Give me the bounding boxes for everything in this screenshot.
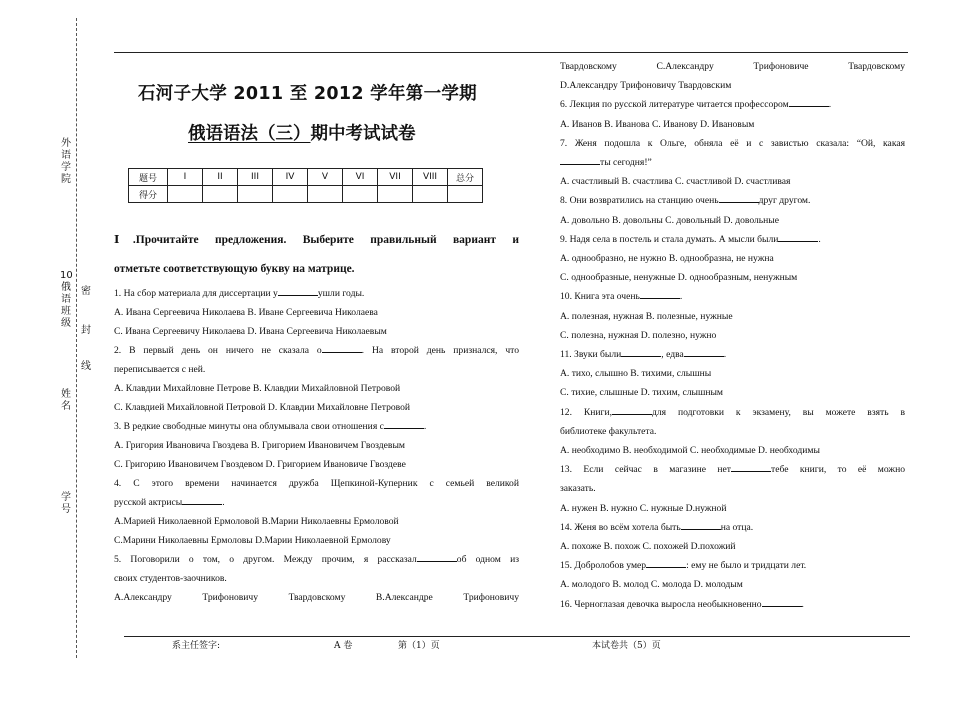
question-text: A. необходимо B. необходимой C. необходимые D. необходимы	[560, 445, 820, 457]
question-text: библиотеке факультета.	[560, 425, 657, 437]
question-line	[114, 398, 519, 417]
question-text: A. однообразно, не нужно B. однообразна, не нужна	[560, 253, 774, 265]
margin-seal-3: 线	[81, 361, 91, 372]
question-text: . На второй день признался, что	[361, 345, 519, 356]
question-text: .	[818, 233, 821, 245]
question-line	[560, 115, 905, 134]
question-line	[114, 455, 519, 474]
section-heading-line1: Ⅰ.Прочитайте предложения. Выберите правильный вариант и	[114, 234, 519, 246]
left-question-lines	[114, 284, 519, 607]
question-line	[560, 76, 905, 95]
exam-type: 期中考试试卷	[310, 124, 416, 144]
question-text: .	[723, 349, 727, 361]
question-text: C. Ивана Сергеевичу Николаева D. Ивана Сергеевича Николаевым	[114, 326, 387, 337]
exam-title-line2	[188, 120, 416, 145]
question-line	[114, 341, 519, 360]
question-text: 16. Черноглазая девочка выросла необыкновенно	[560, 598, 762, 610]
question-text: D.Александру Трифоновичу Твардовским	[560, 80, 732, 92]
question-line	[560, 422, 905, 441]
question-line	[560, 307, 905, 326]
question-text: C. полезна, нужная D. полезно, нужно	[560, 329, 717, 341]
question-line	[560, 383, 905, 402]
footer-total-pages: 本试卷共（5）页	[592, 641, 661, 651]
question-line	[114, 322, 519, 341]
question-text: 2. В первый день он ничего не сказала о	[114, 345, 322, 356]
question-text: 12. Книги,	[560, 406, 613, 418]
answer-blank[interactable]	[778, 232, 818, 242]
question-text: Твардовскому C.Александру Трифоновиче Твардовскому	[560, 61, 905, 72]
score-table-col: I	[168, 169, 203, 186]
question-text: 7. Женя подошла к Ольге, обняла её и с завистью сказала: “Ой, какая	[560, 137, 905, 149]
question-text: A.Александру Трифоновичу Твардовскому B.Александре Трифоновичу	[114, 592, 519, 603]
answer-blank[interactable]	[612, 405, 652, 415]
question-text: 4. С этого времени начинается дружба Щепкиной-Куперник с семьей великой	[114, 478, 519, 489]
right-question-lines	[560, 57, 905, 614]
question-line	[560, 287, 905, 306]
score-table-header-row	[129, 169, 483, 186]
question-text: 10. Книга эта очень	[560, 291, 640, 303]
margin-student-id: 学号	[61, 492, 71, 515]
question-text: .	[222, 497, 225, 508]
question-line	[560, 441, 905, 460]
score-cell[interactable]	[168, 186, 203, 203]
question-text: A. Иванов B. Иванова C. Иванову D. Ивановым	[560, 118, 755, 130]
answer-blank[interactable]	[681, 520, 721, 530]
question-text: , едва	[661, 349, 684, 361]
question-text: заказать.	[560, 483, 596, 495]
question-line	[560, 403, 905, 422]
course-name: 俄语语法（三）	[188, 124, 311, 144]
margin-seal-2: 封	[81, 325, 91, 336]
question-text: .	[801, 598, 804, 610]
question-text: A. тихо, слышно B. тихими, слышны	[560, 368, 712, 380]
question-line	[114, 493, 519, 512]
margin-name: 姓名	[61, 389, 71, 412]
question-text: 15. Добролобов умер	[560, 560, 647, 572]
question-line	[560, 268, 905, 287]
answer-blank[interactable]	[560, 155, 600, 165]
margin-seal-1: 密	[81, 286, 91, 297]
question-text: 8. Они возвратились на станцию очень	[560, 195, 719, 207]
question-line	[560, 211, 905, 230]
score-table-col: VIII	[413, 169, 448, 186]
margin-class: 10俄语班级	[60, 270, 73, 329]
score-table-col: II	[203, 169, 238, 186]
question-line	[114, 284, 519, 303]
score-table-total: 总分	[448, 169, 483, 186]
question-text: A. молодого B. молод C. молода D. молодым	[560, 579, 743, 591]
question-text: друг другом.	[758, 195, 811, 207]
question-text: переписывается с ней.	[114, 364, 206, 375]
question-text: 6. Лекция по русской литературе читается профессором	[560, 99, 789, 111]
left-column	[114, 226, 519, 607]
question-line	[114, 531, 519, 550]
question-text: .	[679, 291, 683, 303]
question-text: ушли годы.	[317, 288, 365, 299]
question-text: A. нужен B. нужно C. нужные D.нужной	[560, 502, 727, 514]
score-cell[interactable]	[203, 186, 238, 203]
question-line	[560, 345, 905, 364]
question-text: 1. На сбор материала для диссертации у	[114, 288, 278, 299]
question-text: A.Марией Николаевной Ермоловой B.Марии Николаевны Ермоловой	[114, 516, 399, 527]
question-line	[560, 230, 905, 249]
question-line	[560, 518, 905, 537]
question-text: 11. Звуки были	[560, 349, 622, 361]
question-line	[560, 556, 905, 575]
bottom-rule	[124, 636, 910, 637]
right-column	[560, 57, 905, 614]
answer-blank[interactable]	[640, 289, 680, 299]
question-text: 3. В редкие свободные минуты она облумывала свои отношения с	[114, 421, 384, 432]
question-line	[114, 550, 519, 569]
answer-blank[interactable]	[384, 419, 424, 429]
question-text: C. Клавдией Михайловной Петровой D. Клавдии Михайловне Петровой	[114, 402, 411, 413]
question-line	[114, 379, 519, 398]
question-text: A. похоже B. похож C. похожей D.похожий	[560, 541, 736, 553]
score-cell[interactable]	[378, 186, 413, 203]
question-text: 14. Женя во всём хотела быть	[560, 521, 681, 533]
question-text: ты сегодня!”	[600, 157, 652, 169]
question-text: .	[423, 421, 427, 432]
score-table-row-label: 得分	[129, 186, 168, 203]
question-text: C. однообразные, ненужные D. однообразным, ненужным	[560, 272, 798, 284]
question-line	[114, 569, 519, 588]
question-text: своих студентов-заочников.	[114, 573, 227, 584]
question-text: : ему не было и тридцати лет.	[686, 560, 807, 572]
question-text: A. довольно B. довольны C. довольный D. довольные	[560, 214, 780, 226]
question-line	[560, 479, 905, 498]
score-table-row-label: 题号	[129, 169, 168, 186]
answer-blank[interactable]	[646, 558, 686, 568]
question-text: A. полезная, нужная B. полезные, нужные	[560, 310, 733, 322]
answer-blank[interactable]	[417, 552, 457, 562]
score-table	[128, 168, 483, 203]
margin-department: 外语学院	[61, 138, 71, 185]
score-table-col: VI	[343, 169, 378, 186]
score-table-col: III	[238, 169, 273, 186]
question-line	[560, 95, 905, 114]
question-text: 13. Если сейчас в магазине нет	[560, 464, 731, 476]
answer-blank[interactable]	[182, 495, 222, 505]
question-line	[560, 172, 905, 191]
question-text: C. тихие, слышные D. тихим, слышным	[560, 387, 724, 399]
footer-page: 第（1）页	[398, 641, 440, 651]
score-table-col: IV	[273, 169, 308, 186]
score-table-score-row	[129, 186, 483, 203]
question-line	[560, 595, 905, 614]
score-table-col: VII	[378, 169, 413, 186]
score-cell[interactable]	[413, 186, 448, 203]
question-line	[560, 499, 905, 518]
answer-blank[interactable]	[762, 597, 802, 607]
question-text: A. Григория Ивановича Гвоздева B. Григорием Ивановичем Гвоздевым	[114, 440, 405, 451]
question-line	[560, 134, 905, 153]
question-line	[114, 588, 519, 607]
score-table-col: V	[308, 169, 343, 186]
question-text: русской актрисы	[114, 497, 183, 508]
question-text: C.Марини Николаевны Ермоловы D.Марии Николаевной Ермолову	[114, 535, 391, 546]
answer-blank[interactable]	[684, 347, 724, 357]
question-line	[560, 191, 905, 210]
question-line	[560, 249, 905, 268]
question-text: A. Ивана Сергеевича Николаева B. Иване Сергеевича Николаева	[114, 307, 378, 318]
question-line	[114, 436, 519, 455]
question-line	[114, 512, 519, 531]
answer-blank[interactable]	[789, 97, 829, 107]
question-text: A. Клавдии Михайловне Петрове B. Клавдии Михайловной Петровой	[114, 383, 401, 394]
question-text: об одном из	[456, 554, 519, 565]
footer-signature: 系主任签字:	[172, 641, 221, 651]
question-line	[560, 153, 905, 172]
answer-blank[interactable]	[731, 462, 771, 472]
question-line	[560, 326, 905, 345]
question-text: C. Григорию Ивановичем Гвоздевом D. Григорием Ивановиче Гвоздеве	[114, 459, 406, 470]
question-line	[114, 417, 519, 436]
section-heading-line2: отметьте соответствующую букву на матрице.	[114, 263, 355, 275]
question-line	[560, 364, 905, 383]
score-cell[interactable]	[448, 186, 483, 203]
answer-blank[interactable]	[278, 286, 318, 296]
score-cell[interactable]	[273, 186, 308, 203]
question-line	[560, 537, 905, 556]
question-text: .	[828, 99, 832, 111]
score-cell[interactable]	[238, 186, 273, 203]
question-text: на отца.	[720, 521, 754, 533]
question-line	[114, 303, 519, 322]
question-text: 5. Поговорили о том, о другом. Между прочим, я рассказал	[114, 554, 417, 565]
question-text: A. счастливый B. счастлива C. счастливой D. счастливая	[560, 176, 791, 188]
answer-blank[interactable]	[322, 343, 362, 353]
score-cell[interactable]	[308, 186, 343, 203]
question-line	[560, 575, 905, 594]
question-line	[560, 460, 905, 479]
top-rule	[114, 52, 908, 53]
footer-paper: A 卷	[334, 641, 353, 651]
question-text: для подготовки к экзамену, вы можете взять в	[652, 406, 905, 418]
exam-title-line1: 石河子大学 2011 至 2012 学年第一学期	[138, 84, 477, 104]
answer-blank[interactable]	[719, 193, 759, 203]
question-text: 9. Надя села в постель и стала думать. А мысли были	[560, 233, 779, 245]
score-cell[interactable]	[343, 186, 378, 203]
binding-dashed-line	[76, 18, 77, 658]
question-line	[114, 474, 519, 493]
question-line	[114, 360, 519, 379]
question-line	[560, 57, 905, 76]
question-text: тебе книги, то её можно	[771, 464, 905, 476]
answer-blank[interactable]	[621, 347, 661, 357]
